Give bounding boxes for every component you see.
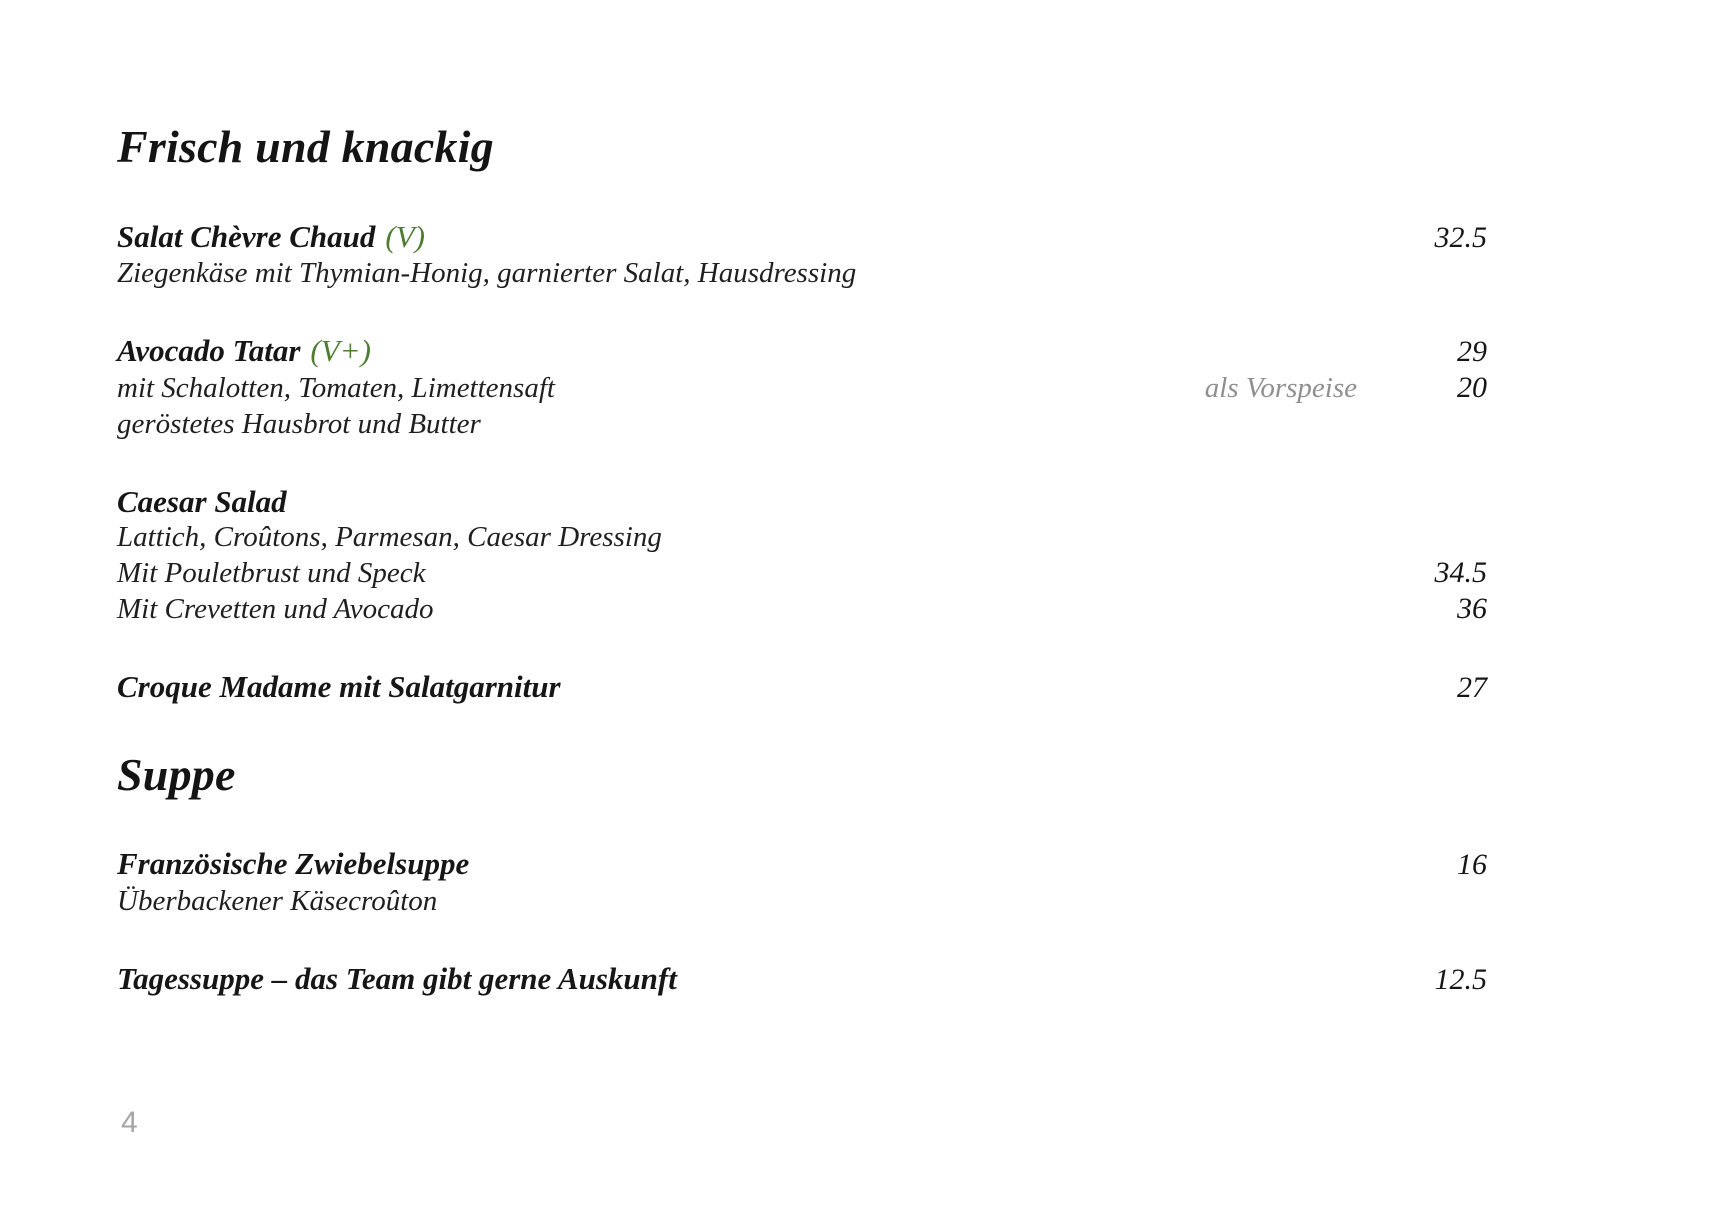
- item-description: Überbackener Käsecroûton: [117, 884, 438, 917]
- section-suppe: [117, 750, 1487, 998]
- menu-item-croque-madame: [117, 669, 1487, 706]
- page-number: 4: [121, 1106, 138, 1139]
- item-variant: Mit Pouletbrust und Speck: [117, 557, 426, 590]
- vegetarian-badge: (V): [385, 218, 425, 254]
- variant-price: 36: [1457, 592, 1487, 626]
- item-price: 12.5: [1434, 962, 1487, 996]
- vegan-badge: (V+): [310, 333, 371, 369]
- item-name: Tagessuppe – das Team gibt gerne Auskunft: [117, 960, 677, 996]
- item-price: 16: [1457, 848, 1487, 882]
- item-name: Avocado Tatar: [117, 333, 301, 369]
- starter-price: 20: [1457, 370, 1487, 404]
- item-description: geröstetes Hausbrot und Butter: [117, 407, 481, 440]
- portion-note: als Vorspeise: [1204, 371, 1357, 404]
- item-description: mit Schalotten, Tomaten, Limettensaft: [117, 371, 555, 404]
- menu-item-salat-chevre-chaud: [117, 219, 1487, 292]
- section-frisch-und-knackig: [117, 122, 1487, 706]
- menu-item-avocado-tatar: [117, 333, 1487, 442]
- item-name: Französische Zwiebelsuppe: [117, 846, 470, 882]
- menu-item-caesar-salad: [117, 484, 1487, 628]
- section-title: Frisch und knackig: [117, 121, 494, 172]
- item-name: Croque Madame mit Salatgarnitur: [117, 669, 561, 705]
- item-price: 29: [1457, 335, 1487, 369]
- variant-price: 34.5: [1434, 556, 1487, 590]
- item-name: Caesar Salad: [117, 483, 287, 519]
- item-name: Salat Chèvre Chaud: [117, 218, 376, 254]
- item-description: Lattich, Croûtons, Parmesan, Caesar Dressing: [117, 521, 662, 554]
- section-title: Suppe: [117, 748, 236, 800]
- item-description: Ziegenkäse mit Thymian-Honig, garnierter Salat, Hausdressing: [117, 257, 857, 290]
- menu-item-tagessuppe: [117, 961, 1487, 998]
- item-price: 32.5: [1434, 220, 1487, 254]
- item-price: 27: [1457, 671, 1487, 705]
- menu-item-zwiebelsuppe: [117, 846, 1487, 919]
- item-variant: Mit Crevetten und Avocado: [117, 593, 434, 626]
